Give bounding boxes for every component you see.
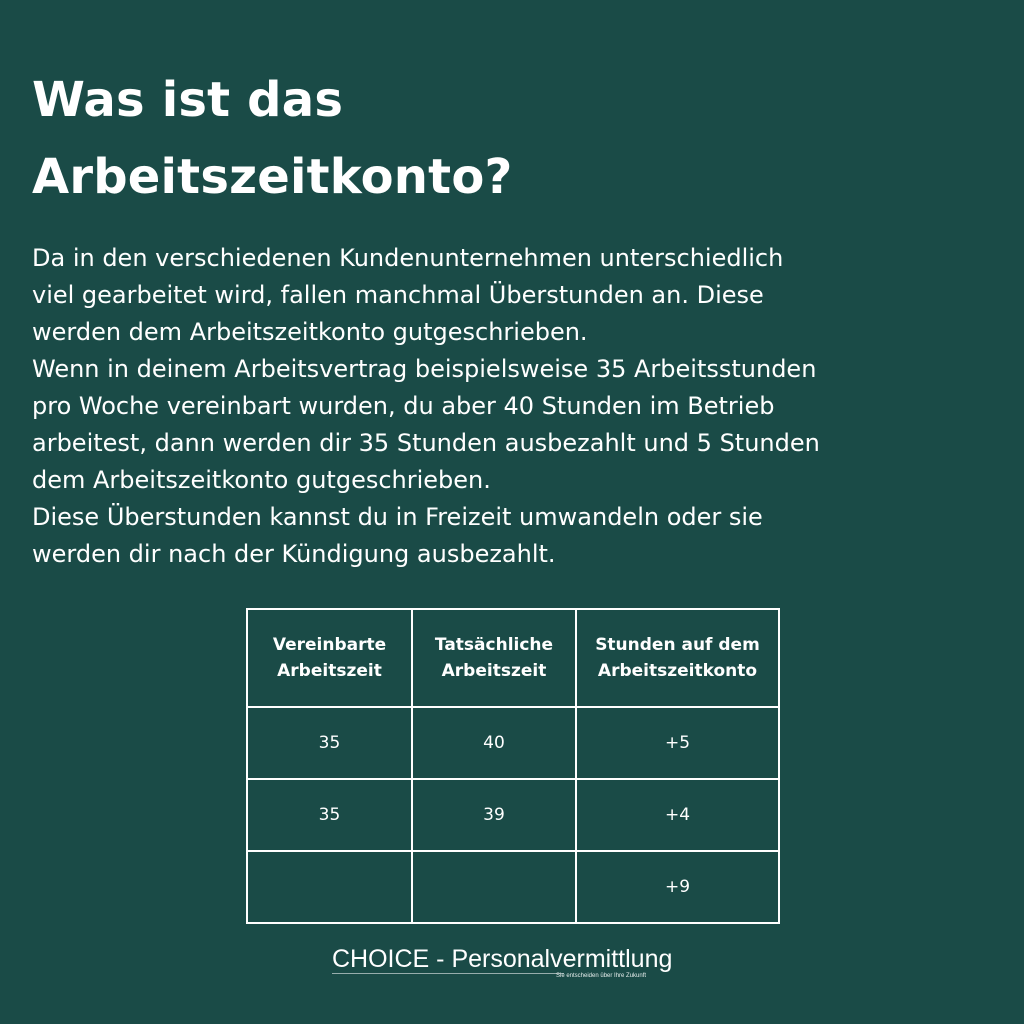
paragraph-1-line: werden dem Arbeitszeitkonto gutgeschrieben. [32,318,588,346]
paragraph-2-line: dem Arbeitszeitkonto gutgeschrieben. [32,466,491,494]
paragraph-3 [32,499,992,573]
body-text [32,240,992,573]
paragraph-1-line: Da in den verschiedenen Kundenunternehmen unterschiedlich [32,244,784,272]
table-row [247,779,779,851]
header-line: Tatsächliche [434,635,554,655]
header-vereinbarte-arbeitszeit [247,609,412,707]
title-line-1: Was ist das [32,72,344,128]
paragraph-2-line: pro Woche vereinbart wurden, du aber 40 Stunden im Betrieb [32,392,775,420]
table-row-total [247,851,779,923]
paragraph-3-line: werden dir nach der Kündigung ausbezahlt. [32,540,556,568]
table-header-row [247,609,779,707]
table-cell: +5 [576,707,779,779]
header-line: Arbeitszeit [277,661,382,681]
table-cell [412,851,576,923]
table-cell [247,851,412,923]
header-line: Stunden auf dem [595,635,760,655]
brand-underline [332,973,564,974]
table-cell: +4 [576,779,779,851]
table-cell: 40 [412,707,576,779]
header-tatsaechliche-arbeitszeit [412,609,576,707]
header-line: Arbeitszeitkonto [597,661,758,681]
paragraph-1-line: viel gearbeitet wird, fallen manchmal Überstunden an. Diese [32,281,764,309]
arbeitszeitkonto-table [246,608,780,924]
table-cell: +9 [576,851,779,923]
header-stunden-auf-konto [576,609,779,707]
header-line: Arbeitszeit [441,661,547,681]
paragraph-2 [32,351,992,499]
table-cell: 35 [247,707,412,779]
paragraph-2-line: arbeitest, dann werden dir 35 Stunden ausbezahlt und 5 Stunden [32,429,820,457]
title-line-2: Arbeitszeitkonto? [32,149,513,205]
header-line: Vereinbarte [272,635,387,655]
paragraph-1 [32,240,992,351]
table-row [247,707,779,779]
table-cell: 39 [412,779,576,851]
brand-tagline: Sie entscheiden über Ihre Zukunft [556,973,647,979]
brand-name: CHOICE - Personalvermittlung [332,945,673,973]
page-title [32,62,972,216]
table-cell: 35 [247,779,412,851]
paragraph-2-line: Wenn in deinem Arbeitsvertrag beispielsweise 35 Arbeitsstunden [32,355,817,383]
paragraph-3-line: Diese Überstunden kannst du in Freizeit umwandeln oder sie [32,503,763,531]
